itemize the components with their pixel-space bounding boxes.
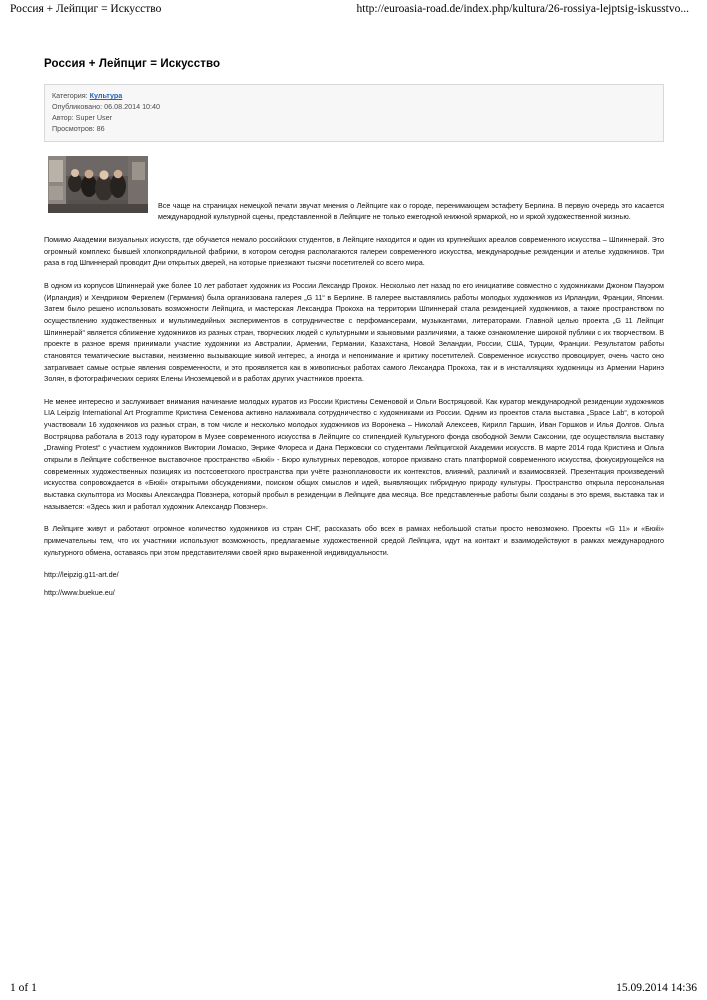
print-timestamp: 15.09.2014 14:36 — [616, 982, 697, 994]
article-links — [44, 569, 664, 598]
article-paragraph: В одном из корпусов Шпиннерай уже более 10 лет работает художник из России Лександр Прокох. Несколько лет назад по его инициативе совместно с художниками Джоном Пауэром (Ирландия) и Хендриком Феркелем (Германия) была организована галерея „G 11“ в Берлине. В галерее выставлялись работы молодых художников из Ирландии, Франции, Японии. Затем было решено использовать возможности Лейпцига, и мастерская Лександра Прокоха на территории Шпиннерай стала резиденцией художников, а также пространством по осуществлению художественных и мультимедийных экспериментов в сотрудничестве с перфомансерами, музыкантами, литераторами. Главной целью проекта „G 11 Лейпциг Шпиннерай“ является сближение художников из разных стран, творческих людей с культурными и языковыми различиями, а также ознакомление широкой публики с их творчеством. В проекте в разное время принимали участие художники из Австралии, Армении, Германии, Казахстана, Новой Зеландии, России, США, Турции, Франции. Результатом работы становятся тематические выставки, неизменно вызывающие живой интерес, а иногда и непонимание и критику посетителей. Современное искусство провоцирует, очень часто оно затрагивает самые острые явления современности, и это проявляется как в живописных работах самого Лександра Прокоха, так и в инсталляциях художницы из Армении Наринэ Золян, в фотографических сериях Елены Иноземцевой и в работах других участников проекта. — [44, 280, 664, 384]
article-image-wrapper — [48, 156, 148, 213]
meta-author-value: Super User — [75, 113, 113, 123]
page-number: 1 of 1 — [10, 982, 37, 994]
meta-category-row — [52, 90, 656, 101]
meta-views-value: 86 — [96, 124, 105, 134]
article-photo — [48, 156, 148, 213]
meta-category-link[interactable]: Культура — [89, 91, 123, 100]
page-title: Россия + Лейпциг = Искусство — [44, 58, 221, 70]
print-header-url: http://euroasia-road.de/index.php/kultura/26-rossiya-lejptsig-iskusstvo... — [356, 3, 689, 15]
meta-views-label: Просмотров: — [52, 124, 95, 134]
meta-views-row — [52, 123, 656, 134]
external-link[interactable]: http://www.buekue.eu/ — [44, 587, 115, 597]
article-container — [44, 58, 664, 604]
print-header — [0, 0, 707, 28]
article-paragraph: Все чаще на страницах немецкой печати звучат мнения о Лейпциге как о городе, перенимающем эстафету Берлина. В первую очередь это касается международной культурной сцены, представленной в Лейпциге не только ежегодной книжной ярмаркой, но и яркой художественной жизнью. — [158, 200, 664, 222]
meta-published-label: Опубликовано: — [52, 102, 103, 112]
print-footer — [0, 982, 707, 994]
article-paragraph: В Лейпциге живут и работают огромное количество художников из стран СНГ, рассказать обо всех в рамках небольшой статьи просто невозможно. Проекты «G 11» и «Бюќі» примечательны тем, что их участники используют возможность, предлагаемые художественной средой Лейпцига, идут на контакт и взаимодействуют в рамках международного культурного обмена, оставаясь при этом представителями своей ярко выраженной индивидуальности. — [44, 524, 664, 557]
meta-published-row — [52, 101, 656, 112]
article-meta-box — [44, 84, 664, 142]
meta-category-label: Категория: — [52, 91, 88, 100]
meta-published-value: 06.08.2014 10:40 — [104, 102, 161, 112]
article-paragraph: Помимо Академии визуальных искусств, где обучается немало российских студентов, в Лейпциге находится и один из крупнейших ареалов современного искусства – Шпиннерай. Это огромный комплекс бывшей хлопкопрядильной фабрики, в котором сегодня располагаются галереи современного искусства, международные резиденции и ателье художников. Три раза в год Шпиннерай проводит Дни открытых дверей, на которые приезжают тысячи посетителей со всего мира. — [44, 234, 664, 268]
meta-author-row — [52, 112, 656, 123]
print-header-title: Россия + Лейпциг = Искусство — [10, 3, 162, 15]
external-link[interactable]: http://leipzig.g11-art.de/ — [44, 570, 119, 580]
article-paragraph: Не менее интересно и заслуживает внимания начинание молодых куратов из России Кристины Семеновой и Ольги Востряцовой. Как куратор международной резиденции художников LIA Leipzig International Art Programme Кристина Семенова активно налаживала сотрудничество с художниками из России. Одним из проектов стала выставка „Space Lab“, в которой участвовали 16 художников из разных стран, в том числе и несколько молодых художников из Воронежа – Николай Алексеев, Кирилл Гаршин, Иван Горшков и Илья Долгов. Ольга Востряцова работала в 2013 году куратором в Музее современного искусства в Лейпциге со стипендией Культурного фонда свободной Земли Саксонии, где осуществляла выставку „Drawing Protest“ с участием художников Виктории Ломаско, Энрике Флореса и Дана Пержовски со студентами Лейпцигской Академии искусств. В марте 2014 года Кристина и Ольга открыли в Лейпциге собственное выставочное пространство «Бюќі» - Бюро культурных переводов, которое призвано стать платформой современного искусства, фокусирующейся на современных художественных позициях из постсоветского пространства при учёте разноплановости их контекстов, влияний, различий и взаимосвязей. Презентация произведений искусства сопровождается в «Бюќі» открытыми обсуждениями, поиском общих смыслов и идей, выявляющих гибридную природу культуры. Пространство открыла персональная выставка скульптора из Москвы Александра Повзнера, который пробыл в резиденции в Лейпциге два месяца. Все представленные работы были созданы в это время, выставка так и называется: «Здесь жил и работал художник Александр Повзнер». — [44, 396, 664, 511]
meta-author-label: Автор: — [52, 113, 74, 123]
